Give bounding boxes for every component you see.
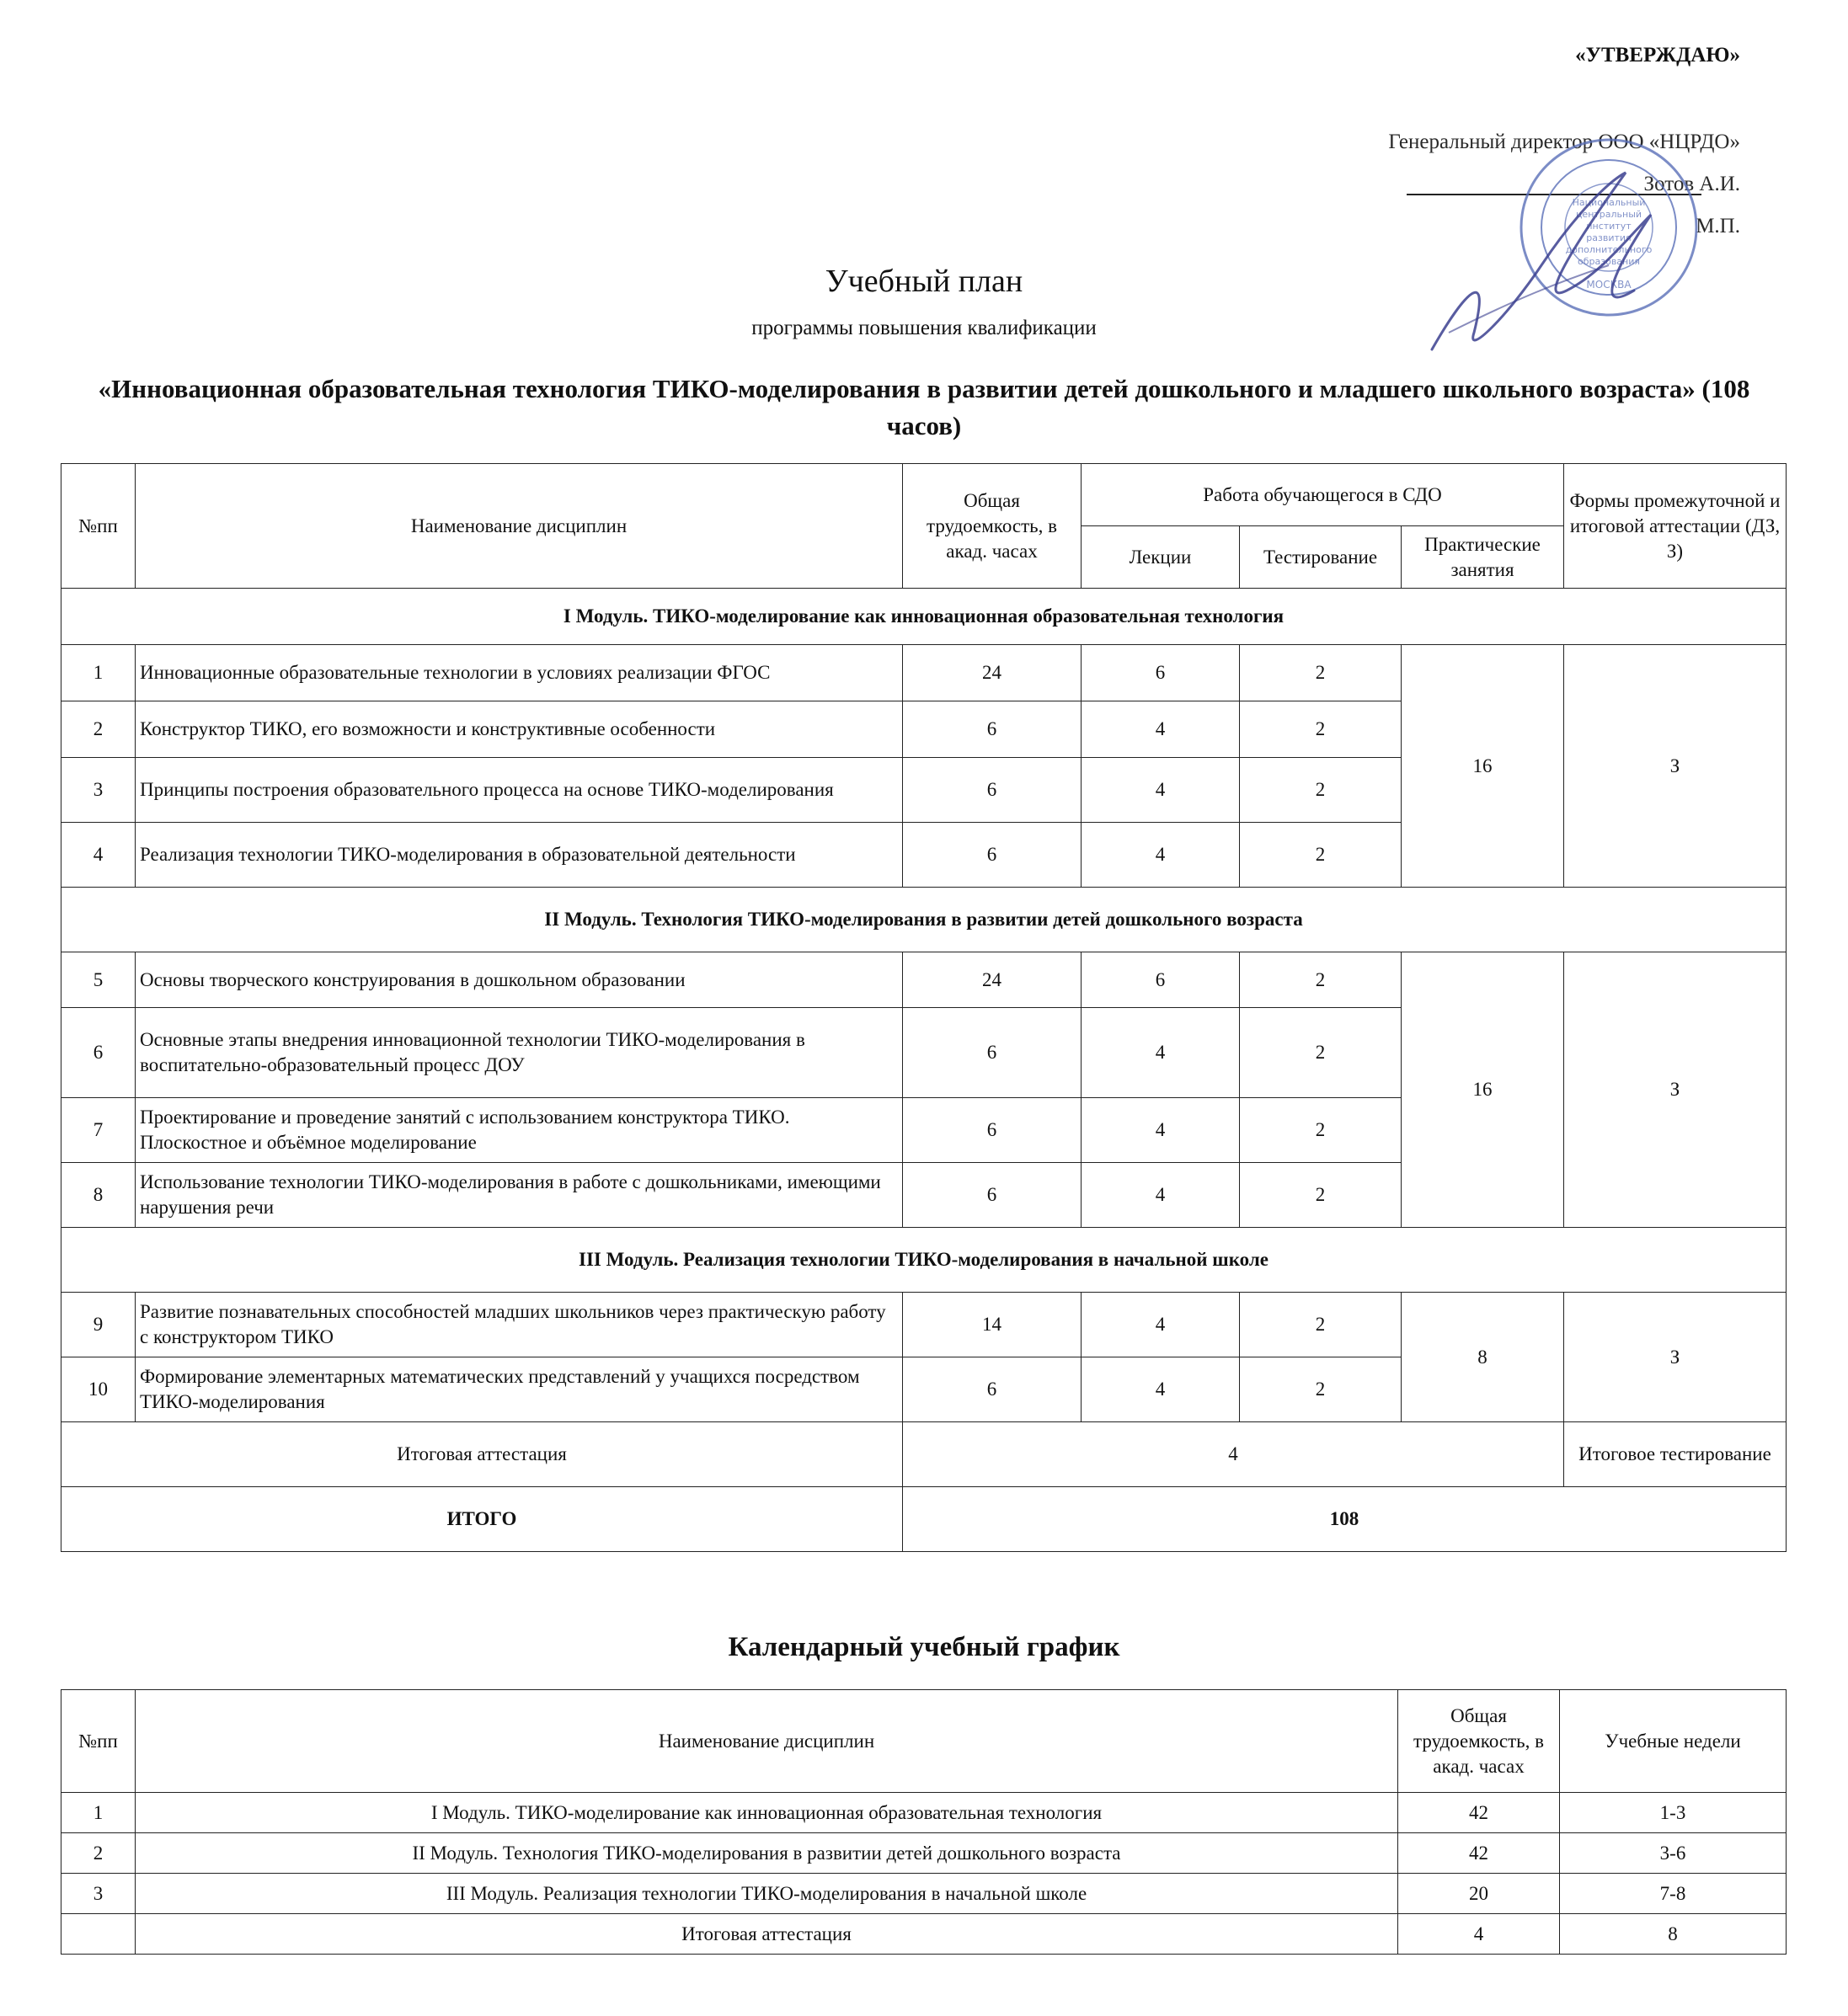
- row-name: Проектирование и проведение занятий с использованием конструктора ТИКО. Плоскостное и объёмное моделирование: [136, 1098, 903, 1163]
- row-lectures: 6: [1082, 952, 1240, 1008]
- header-practice: Практические занятия: [1402, 526, 1564, 589]
- row-num: 7: [61, 1098, 136, 1163]
- cal-row-name: III Модуль. Реализация технологии ТИКО-моделирования в начальной школе: [136, 1874, 1398, 1914]
- row-total: 14: [903, 1293, 1082, 1357]
- cal-header-num: №пп: [61, 1690, 136, 1793]
- row-total: 6: [903, 701, 1082, 758]
- cal-row-weeks: 7-8: [1560, 1874, 1787, 1914]
- row-name: Формирование элементарных математических представлений у учащихся посредством ТИКО-моделирования: [136, 1357, 903, 1422]
- header-num: №пп: [61, 464, 136, 589]
- row-num: 9: [61, 1293, 136, 1357]
- cal-header-total: Общая трудоемкость, в акад. часах: [1398, 1690, 1560, 1793]
- header-name: Наименование дисциплин: [136, 464, 903, 589]
- header-testing: Тестирование: [1240, 526, 1402, 589]
- module-title: I Модуль. ТИКО-моделирование как инновационная образовательная технология: [61, 589, 1787, 645]
- module-title: II Модуль. Технология ТИКО-моделирования в развитии детей дошкольного возраста: [61, 888, 1787, 952]
- row-num: 3: [61, 758, 136, 823]
- row-lectures: 4: [1082, 758, 1240, 823]
- cal-row-num: 2: [61, 1833, 136, 1874]
- cal-row-name: Итоговая аттестация: [136, 1914, 1398, 1955]
- svg-text:развития: развития: [1586, 232, 1632, 243]
- row-total: 6: [903, 758, 1082, 823]
- svg-text:центральный: центральный: [1575, 209, 1642, 220]
- table-row: [61, 952, 1787, 1008]
- row-num: 8: [61, 1163, 136, 1228]
- row-total: 6: [903, 1008, 1082, 1098]
- final-attestation-form: Итоговое тестирование: [1564, 1422, 1787, 1487]
- row-testing: 2: [1240, 1163, 1402, 1228]
- header-lectures: Лекции: [1082, 526, 1240, 589]
- calendar-title: Календарный учебный график: [728, 1632, 1120, 1662]
- cal-header-weeks: Учебные недели: [1560, 1690, 1787, 1793]
- row-name: Основные этапы внедрения инновационной технологии ТИКО-моделирования в воспитательно-образовательный процесс ДОУ: [136, 1008, 903, 1098]
- row-lectures: 4: [1082, 823, 1240, 888]
- document-title: Учебный план: [825, 264, 1023, 299]
- cal-row-total: 42: [1398, 1793, 1560, 1833]
- row-total: 6: [903, 1163, 1082, 1228]
- row-num: 5: [61, 952, 136, 1008]
- row-num: 2: [61, 701, 136, 758]
- row-total: 24: [903, 645, 1082, 701]
- cal-header-name: Наименование дисциплин: [136, 1690, 1398, 1793]
- curriculum-table: [61, 463, 1787, 1552]
- document-subtitle: программы повышения квалификации: [751, 317, 1097, 339]
- cal-row-total: 4: [1398, 1914, 1560, 1955]
- cal-row-name: II Модуль. Технология ТИКО-моделирования в развитии детей дошкольного возраста: [136, 1833, 1398, 1874]
- seal-place-label: М.П.: [1696, 215, 1740, 237]
- row-num: 1: [61, 645, 136, 701]
- table-row: [61, 645, 1787, 701]
- row-name: Развитие познавательных способностей младших школьников через практическую работу с конструктором ТИКО: [136, 1293, 903, 1357]
- module-practice: 16: [1402, 952, 1564, 1228]
- cal-row-num: 1: [61, 1793, 136, 1833]
- row-lectures: 4: [1082, 701, 1240, 758]
- svg-text:МОСКВА: МОСКВА: [1586, 279, 1632, 291]
- row-name: Инновационные образовательные технологии в условиях реализации ФГОС: [136, 645, 903, 701]
- row-lectures: 4: [1082, 1163, 1240, 1228]
- header-forms: Формы промежуточной и итоговой аттестации (ДЗ, З): [1564, 464, 1787, 589]
- row-name: Конструктор ТИКО, его возможности и конструктивные особенности: [136, 701, 903, 758]
- row-name: Использование технологии ТИКО-моделирования в работе с дошкольниками, имеющими нарушения речи: [136, 1163, 903, 1228]
- module-form: З: [1564, 645, 1787, 888]
- program-name: «Инновационная образовательная технология ТИКО-моделирования в развитии детей дошкольного и младшего школьного возраста» (108 часов): [98, 374, 1750, 440]
- total-value: 108: [903, 1487, 1787, 1552]
- row-testing: 2: [1240, 758, 1402, 823]
- row-testing: 2: [1240, 1098, 1402, 1163]
- cal-row-num: 3: [61, 1874, 136, 1914]
- svg-text:образования: образования: [1578, 256, 1640, 267]
- signer-name: Зотов А.И.: [1643, 173, 1740, 195]
- svg-text:институт: институт: [1586, 221, 1632, 232]
- header-total: Общая трудоемкость, в акад. часах: [903, 464, 1082, 589]
- table-row: [61, 1833, 1787, 1874]
- table-row: [61, 1914, 1787, 1955]
- cal-row-total: 20: [1398, 1874, 1560, 1914]
- cal-row-weeks: 3-6: [1560, 1833, 1787, 1874]
- row-name: Основы творческого конструирования в дошкольном образовании: [136, 952, 903, 1008]
- row-testing: 2: [1240, 701, 1402, 758]
- director-title: Генеральный директор ООО «НЦРДО»: [1388, 131, 1740, 153]
- calendar-table: [61, 1689, 1787, 1955]
- row-testing: 2: [1240, 1008, 1402, 1098]
- cal-row-weeks: 1-3: [1560, 1793, 1787, 1833]
- cal-row-name: I Модуль. ТИКО-моделирование как инновационная образовательная технология: [136, 1793, 1398, 1833]
- row-total: 24: [903, 952, 1082, 1008]
- row-testing: 2: [1240, 645, 1402, 701]
- row-total: 6: [903, 1357, 1082, 1422]
- module-form: З: [1564, 1293, 1787, 1422]
- row-name: Реализация технологии ТИКО-моделирования в образовательной деятельности: [136, 823, 903, 888]
- module-practice: 8: [1402, 1293, 1564, 1422]
- cal-row-total: 42: [1398, 1833, 1560, 1874]
- svg-text:Национальный: Национальный: [1572, 197, 1646, 208]
- row-testing: 2: [1240, 1357, 1402, 1422]
- cal-row-num: [61, 1914, 136, 1955]
- row-lectures: 4: [1082, 1008, 1240, 1098]
- row-num: 10: [61, 1357, 136, 1422]
- final-attestation-hours: 4: [903, 1422, 1564, 1487]
- row-lectures: 4: [1082, 1293, 1240, 1357]
- row-testing: 2: [1240, 823, 1402, 888]
- row-num: 4: [61, 823, 136, 888]
- row-lectures: 6: [1082, 645, 1240, 701]
- row-num: 6: [61, 1008, 136, 1098]
- header-work: Работа обучающегося в СДО: [1082, 464, 1564, 526]
- row-lectures: 4: [1082, 1357, 1240, 1422]
- row-testing: 2: [1240, 952, 1402, 1008]
- row-total: 6: [903, 823, 1082, 888]
- module-practice: 16: [1402, 645, 1564, 888]
- row-lectures: 4: [1082, 1098, 1240, 1163]
- table-row: [61, 1793, 1787, 1833]
- total-label: ИТОГО: [61, 1487, 903, 1552]
- approval-stamp-text: «УТВЕРЖДАЮ»: [1575, 44, 1740, 67]
- row-name: Принципы построения образовательного процесса на основе ТИКО-моделирования: [136, 758, 903, 823]
- table-row: [61, 1293, 1787, 1357]
- row-total: 6: [903, 1098, 1082, 1163]
- cal-row-weeks: 8: [1560, 1914, 1787, 1955]
- module-title: III Модуль. Реализация технологии ТИКО-моделирования в начальной школе: [61, 1228, 1787, 1293]
- svg-text:дополнительного: дополнительного: [1565, 244, 1653, 255]
- module-form: З: [1564, 952, 1787, 1228]
- table-row: [61, 1874, 1787, 1914]
- row-testing: 2: [1240, 1293, 1402, 1357]
- final-attestation-label: Итоговая аттестация: [61, 1422, 903, 1487]
